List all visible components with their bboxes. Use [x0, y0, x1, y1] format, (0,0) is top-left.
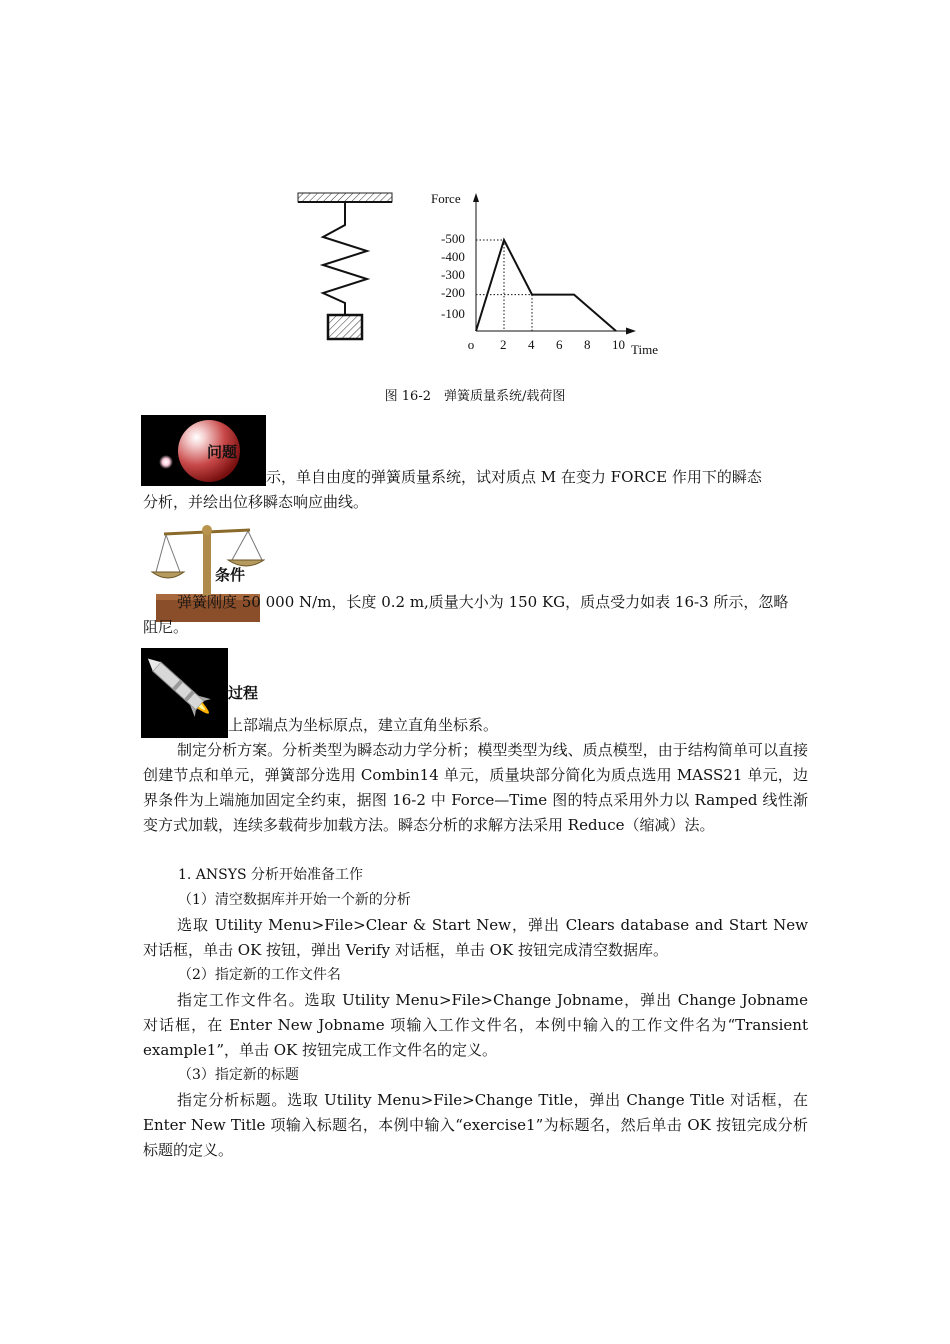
fixed-support	[298, 193, 392, 202]
subsection-heading-1-2: （2）指定新的工作文件名	[178, 967, 341, 983]
x-tick-label: 6	[556, 337, 563, 352]
x-tick-label: 2	[500, 337, 507, 352]
spring-mass-diagram	[290, 185, 400, 345]
y-tick-label: -100	[441, 306, 465, 321]
mass-block	[328, 315, 362, 339]
x-tick-label: 10	[612, 337, 625, 352]
subsection-heading-1-3: （3）指定新的标题	[178, 1067, 299, 1083]
x-axis-title: Time	[631, 342, 658, 357]
y-tick-label: -500	[441, 231, 465, 246]
condition-icon-label: 条件	[215, 566, 246, 584]
section-heading-1: 1. ANSYS 分析开始准备工作	[178, 867, 364, 883]
spark-icon	[159, 455, 173, 469]
y-axis-title: Force	[431, 191, 461, 206]
force-series-line	[476, 240, 616, 331]
y-tick-label: -400	[441, 249, 465, 264]
clear-database-paragraph: 选取 Utility Menu>File>Clear & Start New，弹出 Clears database and Start New 对话框，单击 OK 按钮，弹出 Verify 对话框，单击 OK 按钮完成清空数据库。	[143, 916, 808, 959]
x-tick-label: o	[467, 337, 475, 352]
problem-icon-label: 问题	[207, 443, 238, 461]
rocket-icon	[141, 648, 228, 738]
force-time-chart	[425, 185, 670, 365]
jobname-paragraph: 指定工作文件名。选取 Utility Menu>File>Change Jobname，弹出 Change Jobname 对话框，在 Enter New Jobname 项输入工作文件名，本例中输入的工作文件名为“Transient example1”，单击 OK 按钮完成工作文件名的定义。	[143, 991, 808, 1059]
condition-paragraph-line1: 弹簧刚度 50 000 N/m，长度 0.2 m,质量大小为 150 KG，质点受力如表 16-3 所示，忽略	[177, 593, 789, 611]
title-paragraph: 指定分析标题。选取 Utility Menu>File>Change Title，弹出 Change Title 对话框，在 Enter New Title 项输入标题名，本例中输入“exercise1”为标题名，然后单击 OK 按钮完成分析标题的定义。	[143, 1091, 808, 1159]
y-tick-label: -200	[441, 285, 465, 300]
x-tick-label: 4	[528, 337, 535, 352]
x-axis-arrow	[626, 328, 636, 335]
process-paragraph-line1: 上部端点为坐标原点，建立直角坐标系。	[228, 716, 499, 734]
problem-icon	[141, 415, 266, 486]
problem-paragraph-line2: 分析，并绘出位移瞬态响应曲线。	[143, 493, 369, 511]
condition-paragraph-line2: 阻尼。	[143, 618, 189, 636]
figure-caption: 图 16-2 弹簧质量系统/载荷图	[384, 389, 566, 404]
spring	[323, 202, 367, 315]
y-tick-label: -300	[441, 267, 465, 282]
y-axis-arrow	[473, 193, 479, 202]
process-icon-label: 过程	[228, 684, 259, 702]
analysis-plan-paragraph: 制定分析方案。分析类型为瞬态动力学分析；模型类型为线、质点模型，由于结构简单可以直接创建节点和单元，弹簧部分选用 Combin14 单元，质量块部分简化为质点选用 MASS21 单元，边界条件为上端施加固定全约束，据图 16-2 中 Force—Time 图的特点采用外力以 Ramped 线性渐变方式加载，连续多载荷步加载方法。瞬态分析的求解方法采用 Reduce（缩减）法。	[143, 741, 808, 834]
x-tick-label: 8	[584, 337, 591, 352]
subsection-heading-1-1: （1）清空数据库并开始一个新的分析	[178, 892, 411, 908]
problem-paragraph-line1: 示，单自由度的弹簧质量系统，试对质点 M 在变力 FORCE 作用下的瞬态	[266, 468, 762, 486]
